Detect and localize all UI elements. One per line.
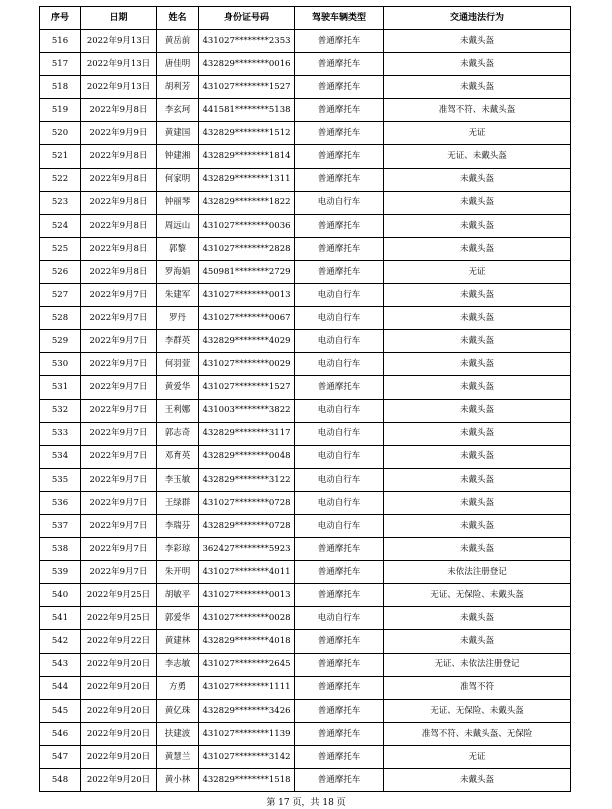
table-row (40, 422, 571, 445)
table-row (40, 191, 571, 214)
cell-name: 罗丹 (157, 307, 199, 330)
cell-name: 黄小林 (157, 769, 199, 792)
cell-index: 518 (40, 76, 81, 99)
table-header-row (40, 7, 571, 30)
cell-vehicle-type: 普通摩托车 (295, 561, 384, 584)
cell-name: 黄亿珠 (157, 699, 199, 722)
cell-vehicle-type: 电动自行车 (295, 491, 384, 514)
table-row (40, 53, 571, 76)
cell-date: 2022年9月7日 (81, 353, 157, 376)
cell-id-number: 431027********1527 (199, 76, 295, 99)
cell-vehicle-type: 普通摩托车 (295, 30, 384, 53)
cell-date: 2022年9月8日 (81, 145, 157, 168)
header-name: 姓名 (157, 7, 199, 30)
cell-index: 517 (40, 53, 81, 76)
cell-id-number: 432829********4029 (199, 330, 295, 353)
cell-date: 2022年9月9日 (81, 122, 157, 145)
cell-violation: 未戴头盔 (384, 214, 571, 237)
cell-name: 李玉敏 (157, 468, 199, 491)
cell-date: 2022年9月7日 (81, 399, 157, 422)
cell-date: 2022年9月13日 (81, 76, 157, 99)
table-row (40, 607, 571, 630)
cell-id-number: 431027********0013 (199, 584, 295, 607)
cell-vehicle-type: 电动自行车 (295, 514, 384, 537)
cell-violation: 未戴头盔 (384, 307, 571, 330)
header-violation: 交通违法行为 (384, 7, 571, 30)
cell-violation: 未戴头盔 (384, 76, 571, 99)
table-row (40, 330, 571, 353)
cell-name: 方勇 (157, 676, 199, 699)
cell-violation: 无证 (384, 260, 571, 283)
cell-vehicle-type: 普通摩托车 (295, 168, 384, 191)
cell-index: 536 (40, 491, 81, 514)
cell-id-number: 431003********3822 (199, 399, 295, 422)
cell-vehicle-type: 普通摩托车 (295, 584, 384, 607)
header-index: 序号 (40, 7, 81, 30)
cell-index: 524 (40, 214, 81, 237)
cell-name: 李志敏 (157, 653, 199, 676)
table-row (40, 653, 571, 676)
cell-date: 2022年9月8日 (81, 237, 157, 260)
table-row (40, 76, 571, 99)
cell-vehicle-type: 普通摩托车 (295, 676, 384, 699)
table-row (40, 122, 571, 145)
cell-name: 李玄珂 (157, 99, 199, 122)
cell-violation: 未戴头盔 (384, 491, 571, 514)
cell-index: 544 (40, 676, 81, 699)
cell-index: 531 (40, 376, 81, 399)
cell-vehicle-type: 普通摩托车 (295, 237, 384, 260)
cell-index: 534 (40, 445, 81, 468)
cell-date: 2022年9月25日 (81, 607, 157, 630)
cell-date: 2022年9月7日 (81, 561, 157, 584)
cell-index: 523 (40, 191, 81, 214)
table-row (40, 676, 571, 699)
table-row (40, 376, 571, 399)
header-date: 日期 (81, 7, 157, 30)
cell-id-number: 431027********0067 (199, 307, 295, 330)
cell-vehicle-type: 普通摩托车 (295, 699, 384, 722)
cell-name: 胡敏平 (157, 584, 199, 607)
cell-index: 537 (40, 514, 81, 537)
cell-index: 527 (40, 284, 81, 307)
cell-vehicle-type: 普通摩托车 (295, 745, 384, 768)
cell-violation: 无证、无保险、未戴头盔 (384, 699, 571, 722)
table-row (40, 237, 571, 260)
cell-index: 538 (40, 538, 81, 561)
cell-name: 周远山 (157, 214, 199, 237)
cell-name: 黄建林 (157, 630, 199, 653)
cell-vehicle-type: 电动自行车 (295, 284, 384, 307)
cell-index: 535 (40, 468, 81, 491)
cell-violation: 未戴头盔 (384, 30, 571, 53)
table-row (40, 260, 571, 283)
cell-id-number: 431027********0728 (199, 491, 295, 514)
cell-vehicle-type: 普通摩托车 (295, 769, 384, 792)
cell-id-number: 431027********0013 (199, 284, 295, 307)
cell-index: 543 (40, 653, 81, 676)
cell-id-number: 441581********5138 (199, 99, 295, 122)
cell-name: 邓育英 (157, 445, 199, 468)
cell-name: 郭志奇 (157, 422, 199, 445)
cell-date: 2022年9月20日 (81, 653, 157, 676)
cell-id-number: 431027********4011 (199, 561, 295, 584)
cell-id-number: 431027********0036 (199, 214, 295, 237)
table-row (40, 722, 571, 745)
table-row (40, 168, 571, 191)
cell-date: 2022年9月7日 (81, 445, 157, 468)
cell-date: 2022年9月8日 (81, 260, 157, 283)
cell-vehicle-type: 普通摩托车 (295, 76, 384, 99)
cell-vehicle-type: 电动自行车 (295, 468, 384, 491)
cell-date: 2022年9月7日 (81, 538, 157, 561)
cell-id-number: 432829********0048 (199, 445, 295, 468)
cell-vehicle-type: 电动自行车 (295, 399, 384, 422)
cell-violation: 未戴头盔 (384, 630, 571, 653)
cell-name: 郭爱华 (157, 607, 199, 630)
cell-vehicle-type: 普通摩托车 (295, 145, 384, 168)
table-row (40, 30, 571, 53)
table-row (40, 630, 571, 653)
cell-violation: 未戴头盔 (384, 376, 571, 399)
cell-id-number: 432829********1518 (199, 769, 295, 792)
cell-date: 2022年9月7日 (81, 422, 157, 445)
cell-violation: 未戴头盔 (384, 607, 571, 630)
cell-date: 2022年9月7日 (81, 284, 157, 307)
cell-index: 542 (40, 630, 81, 653)
cell-index: 539 (40, 561, 81, 584)
cell-id-number: 432829********0016 (199, 53, 295, 76)
cell-date: 2022年9月20日 (81, 676, 157, 699)
cell-violation: 无证、未戴头盔 (384, 145, 571, 168)
cell-name: 朱建军 (157, 284, 199, 307)
cell-name: 何家明 (157, 168, 199, 191)
cell-violation: 未戴头盔 (384, 353, 571, 376)
cell-id-number: 431027********2353 (199, 30, 295, 53)
cell-name: 黄爱华 (157, 376, 199, 399)
cell-vehicle-type: 普通摩托车 (295, 122, 384, 145)
cell-vehicle-type: 普通摩托车 (295, 376, 384, 399)
table-row (40, 745, 571, 768)
cell-name: 李瑞芬 (157, 514, 199, 537)
cell-index: 540 (40, 584, 81, 607)
violations-table (39, 6, 571, 792)
cell-vehicle-type: 电动自行车 (295, 353, 384, 376)
cell-date: 2022年9月25日 (81, 584, 157, 607)
cell-name: 钟建湘 (157, 145, 199, 168)
cell-name: 朱开明 (157, 561, 199, 584)
table-row (40, 699, 571, 722)
cell-name: 钟丽琴 (157, 191, 199, 214)
cell-index: 545 (40, 699, 81, 722)
cell-violation: 准驾不符 (384, 676, 571, 699)
cell-violation: 未戴头盔 (384, 53, 571, 76)
cell-date: 2022年9月7日 (81, 376, 157, 399)
cell-id-number: 432829********0728 (199, 514, 295, 537)
cell-name: 黄慧兰 (157, 745, 199, 768)
cell-name: 胡利芳 (157, 76, 199, 99)
cell-date: 2022年9月7日 (81, 330, 157, 353)
cell-id-number: 431027********0028 (199, 607, 295, 630)
cell-vehicle-type: 电动自行车 (295, 191, 384, 214)
cell-id-number: 432829********3426 (199, 699, 295, 722)
cell-index: 516 (40, 30, 81, 53)
cell-name: 王绿群 (157, 491, 199, 514)
cell-index: 548 (40, 769, 81, 792)
cell-id-number: 450981********2729 (199, 260, 295, 283)
cell-name: 郭黎 (157, 237, 199, 260)
cell-index: 522 (40, 168, 81, 191)
cell-name: 王利娜 (157, 399, 199, 422)
cell-vehicle-type: 普通摩托车 (295, 630, 384, 653)
cell-violation: 未戴头盔 (384, 538, 571, 561)
cell-violation: 无证、无保险、未戴头盔 (384, 584, 571, 607)
cell-name: 李彩琼 (157, 538, 199, 561)
table-row (40, 514, 571, 537)
table-row (40, 307, 571, 330)
cell-date: 2022年9月20日 (81, 769, 157, 792)
table-row (40, 214, 571, 237)
table-row (40, 538, 571, 561)
cell-name: 唐佳明 (157, 53, 199, 76)
cell-date: 2022年9月8日 (81, 191, 157, 214)
cell-violation: 未戴头盔 (384, 168, 571, 191)
cell-id-number: 432829********4018 (199, 630, 295, 653)
cell-violation: 未戴头盔 (384, 191, 571, 214)
cell-index: 529 (40, 330, 81, 353)
cell-name: 黄建国 (157, 122, 199, 145)
cell-id-number: 432829********3117 (199, 422, 295, 445)
cell-vehicle-type: 普通摩托车 (295, 538, 384, 561)
cell-name: 罗海娟 (157, 260, 199, 283)
cell-vehicle-type: 普通摩托车 (295, 260, 384, 283)
cell-violation: 未戴头盔 (384, 284, 571, 307)
cell-date: 2022年9月13日 (81, 30, 157, 53)
table-row (40, 584, 571, 607)
cell-violation: 未戴头盔 (384, 468, 571, 491)
cell-violation: 未戴头盔 (384, 399, 571, 422)
cell-vehicle-type: 普通摩托车 (295, 722, 384, 745)
cell-index: 532 (40, 399, 81, 422)
cell-name: 黄岳前 (157, 30, 199, 53)
table-row (40, 399, 571, 422)
cell-id-number: 362427********5923 (199, 538, 295, 561)
cell-violation: 无证、未依法注册登记 (384, 653, 571, 676)
cell-index: 520 (40, 122, 81, 145)
cell-index: 533 (40, 422, 81, 445)
cell-date: 2022年9月20日 (81, 722, 157, 745)
cell-date: 2022年9月8日 (81, 168, 157, 191)
table-row (40, 99, 571, 122)
cell-date: 2022年9月7日 (81, 491, 157, 514)
header-vehicle-type: 驾驶车辆类型 (295, 7, 384, 30)
cell-vehicle-type: 普通摩托车 (295, 653, 384, 676)
cell-name: 何羽萱 (157, 353, 199, 376)
cell-index: 526 (40, 260, 81, 283)
cell-violation: 未戴头盔 (384, 514, 571, 537)
cell-violation: 无证 (384, 745, 571, 768)
cell-id-number: 431027********2828 (199, 237, 295, 260)
cell-violation: 无证 (384, 122, 571, 145)
table-row (40, 445, 571, 468)
cell-id-number: 431027********1139 (199, 722, 295, 745)
cell-index: 541 (40, 607, 81, 630)
cell-violation: 未戴头盔 (384, 422, 571, 445)
cell-id-number: 432829********1311 (199, 168, 295, 191)
cell-date: 2022年9月8日 (81, 99, 157, 122)
cell-vehicle-type: 电动自行车 (295, 307, 384, 330)
table-row (40, 145, 571, 168)
table-row (40, 491, 571, 514)
cell-name: 李群英 (157, 330, 199, 353)
cell-violation: 未戴头盔 (384, 769, 571, 792)
table-row (40, 353, 571, 376)
cell-vehicle-type: 普通摩托车 (295, 53, 384, 76)
cell-id-number: 432829********1512 (199, 122, 295, 145)
cell-id-number: 432829********1814 (199, 145, 295, 168)
cell-date: 2022年9月20日 (81, 745, 157, 768)
cell-index: 521 (40, 145, 81, 168)
cell-id-number: 432829********1822 (199, 191, 295, 214)
cell-date: 2022年9月20日 (81, 699, 157, 722)
cell-date: 2022年9月8日 (81, 214, 157, 237)
cell-vehicle-type: 普通摩托车 (295, 99, 384, 122)
cell-id-number: 432829********3122 (199, 468, 295, 491)
table-row (40, 284, 571, 307)
cell-vehicle-type: 电动自行车 (295, 607, 384, 630)
cell-date: 2022年9月7日 (81, 468, 157, 491)
cell-date: 2022年9月7日 (81, 307, 157, 330)
cell-violation: 未戴头盔 (384, 330, 571, 353)
cell-id-number: 431027********2645 (199, 653, 295, 676)
cell-vehicle-type: 普通摩托车 (295, 214, 384, 237)
cell-vehicle-type: 电动自行车 (295, 422, 384, 445)
cell-violation: 未戴头盔 (384, 445, 571, 468)
cell-index: 528 (40, 307, 81, 330)
cell-violation: 准驾不符、未戴头盔 (384, 99, 571, 122)
cell-id-number: 431027********1111 (199, 676, 295, 699)
cell-violation: 未依法注册登记 (384, 561, 571, 584)
table-row (40, 561, 571, 584)
cell-vehicle-type: 电动自行车 (295, 330, 384, 353)
cell-index: 547 (40, 745, 81, 768)
cell-index: 519 (40, 99, 81, 122)
cell-id-number: 431027********3142 (199, 745, 295, 768)
cell-index: 530 (40, 353, 81, 376)
page-footer: 第 17 页，共 18 页 (266, 798, 346, 808)
table-row (40, 769, 571, 792)
cell-name: 扶建波 (157, 722, 199, 745)
header-id-number: 身份证号码 (199, 7, 295, 30)
cell-id-number: 431027********1527 (199, 376, 295, 399)
cell-date: 2022年9月13日 (81, 53, 157, 76)
cell-violation: 未戴头盔 (384, 237, 571, 260)
cell-index: 546 (40, 722, 81, 745)
cell-violation: 准驾不符、未戴头盔、无保险 (384, 722, 571, 745)
cell-vehicle-type: 电动自行车 (295, 445, 384, 468)
cell-date: 2022年9月22日 (81, 630, 157, 653)
cell-date: 2022年9月7日 (81, 514, 157, 537)
table-row (40, 468, 571, 491)
cell-id-number: 431027********0029 (199, 353, 295, 376)
cell-index: 525 (40, 237, 81, 260)
